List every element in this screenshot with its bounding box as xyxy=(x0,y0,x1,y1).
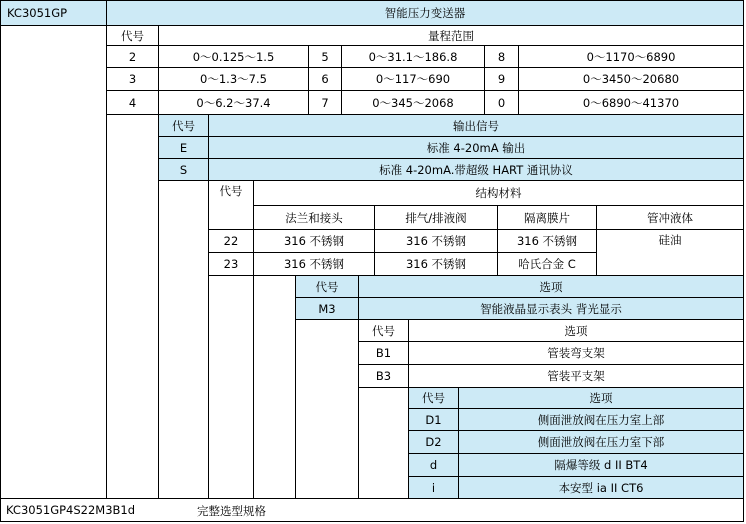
bracket-code: B1 xyxy=(358,341,409,365)
bracket-code: B3 xyxy=(358,364,409,388)
output-section-title: 输出信号 xyxy=(208,114,744,137)
range-value: 0～1.3～7.5 xyxy=(158,67,309,91)
material-vent: 316 不锈钢 xyxy=(374,252,498,276)
material-flange: 316 不锈钢 xyxy=(253,252,375,276)
output-code-column-blank xyxy=(158,180,209,499)
output-code: S xyxy=(158,158,209,181)
extra-desc: 侧面泄放阀在压力室下部 xyxy=(458,430,744,454)
material-diaphragm: 哈氏合金 C xyxy=(497,252,597,276)
left-column-blank xyxy=(0,25,107,499)
material-column-header: 管冲液体 xyxy=(596,205,744,230)
material-column-header: 法兰和接头 xyxy=(253,205,375,230)
range-section-title: 量程范围 xyxy=(158,25,744,46)
range-value: 0～0.125～1.5 xyxy=(158,45,309,68)
range-value: 0～3450～20680 xyxy=(518,67,744,91)
range-code: 0 xyxy=(484,90,519,115)
range-code: 5 xyxy=(308,45,342,68)
material-code-column-blank xyxy=(208,275,254,499)
range-code-label: 代号 xyxy=(106,25,159,46)
extra-code: i xyxy=(408,476,459,499)
material-section-title: 结构材料 xyxy=(253,180,744,206)
range-value: 0～6.2～37.4 xyxy=(158,90,309,115)
range-code: 9 xyxy=(484,67,519,91)
extra-desc: 侧面泄放阀在压力室上部 xyxy=(458,408,744,431)
range-value: 0～117～690 xyxy=(341,67,485,91)
output-desc: 标准 4-20mA 输出 xyxy=(208,136,744,159)
extra-code: D1 xyxy=(408,408,459,431)
display-section-title: 选项 xyxy=(358,275,744,298)
bracket-section-title: 选项 xyxy=(408,319,744,342)
extra-section-title: 选项 xyxy=(458,387,744,409)
range-value: 0～345～2068 xyxy=(341,90,485,115)
range-code: 2 xyxy=(106,45,159,68)
display-code-label: 代号 xyxy=(295,275,359,298)
material-spacer-column-blank xyxy=(253,275,296,499)
bracket-desc: 管装弯支架 xyxy=(408,341,744,365)
range-code: 7 xyxy=(308,90,342,115)
material-code-label: 代号 xyxy=(208,180,254,230)
range-value: 0～1170～6890 xyxy=(518,45,744,68)
range-value: 0～6890～41370 xyxy=(518,90,744,115)
material-flange: 316 不锈钢 xyxy=(253,229,375,253)
range-code: 4 xyxy=(106,90,159,115)
display-code: M3 xyxy=(295,297,359,320)
display-desc: 智能液晶显示表头 背光显示 xyxy=(358,297,744,320)
range-value: 0～31.1～186.8 xyxy=(341,45,485,68)
bracket-code-column-blank xyxy=(358,387,409,499)
range-code: 6 xyxy=(308,67,342,91)
extra-desc: 本安型 ia II CT6 xyxy=(458,476,744,499)
extra-code: D2 xyxy=(408,430,459,454)
table-title: 智能压力变送器 xyxy=(106,0,744,26)
material-vent: 316 不锈钢 xyxy=(374,229,498,253)
material-diaphragm: 316 不锈钢 xyxy=(497,229,597,253)
bracket-desc: 管装平支架 xyxy=(408,364,744,388)
example-label: 完整选型规格 xyxy=(197,504,266,518)
material-fill-fluid: 硅油 xyxy=(596,229,744,276)
range-code: 8 xyxy=(484,45,519,68)
material-code: 23 xyxy=(208,252,254,276)
bracket-code-label: 代号 xyxy=(358,319,409,342)
range-code: 3 xyxy=(106,67,159,91)
example-model-code: KC3051GP4S22M3B1d xyxy=(6,503,136,517)
display-code-column-blank xyxy=(295,319,359,499)
material-column-header: 排气/排液阀 xyxy=(374,205,498,230)
output-code: E xyxy=(158,136,209,159)
extra-code-label: 代号 xyxy=(408,387,459,409)
output-code-label: 代号 xyxy=(158,114,209,137)
material-code: 22 xyxy=(208,229,254,253)
model-code-header: KC3051GP xyxy=(0,0,107,26)
material-column-header: 隔离膜片 xyxy=(497,205,597,230)
output-desc: 标准 4-20mA.带超级 HART 通讯协议 xyxy=(208,158,744,181)
extra-code: d xyxy=(408,453,459,477)
extra-desc: 隔爆等级 d II BT4 xyxy=(458,453,744,477)
range-code-column-blank xyxy=(106,114,159,499)
